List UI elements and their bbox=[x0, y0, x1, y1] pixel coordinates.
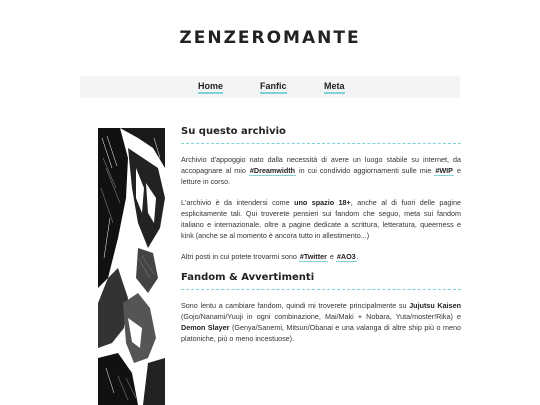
about-text: , anche al di fuori delle pagine esplicitamente tali. Qui troverete pensieri sui fandom che seguo, meta sui fandom italiano e internazionale, oltre a pagine dedicate a scrittura, letteratura, queerness e kink (anche se al momento è ancora tutto in allestimento...) bbox=[181, 198, 461, 240]
nav-fanfic-link[interactable]: Fanfic bbox=[260, 81, 287, 94]
main-content bbox=[181, 126, 461, 354]
jujutsu-kaisen-bold: Jujutsu Kaisen bbox=[409, 301, 461, 310]
adult-space-bold: uno spazio 18+ bbox=[294, 198, 351, 207]
about-text: Altri posti in cui potete trovarmi sono bbox=[181, 252, 299, 261]
fandom-text: (Genya/Sanemi, Mitsuri/Obanai e una valanga di altre ship più o meno platoniche, più o meno incestuose). bbox=[181, 323, 462, 343]
demon-slayer-bold: Demon Slayer bbox=[181, 323, 230, 332]
main-nav bbox=[80, 76, 460, 98]
about-text: e letture in corso. bbox=[181, 166, 462, 186]
about-heading: Su questo archivio bbox=[181, 126, 461, 144]
ao3-tag-link[interactable]: #AO3 bbox=[336, 252, 356, 261]
nav-meta-link[interactable]: Meta bbox=[324, 81, 345, 94]
about-text: Archivio d'appoggio nato dalla necessità di avere un luogo stabile su internet, da accopagnare al mio bbox=[181, 155, 461, 175]
dreamwidth-tag-link[interactable]: #Dreamwidth bbox=[249, 166, 296, 175]
fandom-text: Sono lentu a cambiare fandom, quindi mi troverete principalmente su bbox=[181, 301, 410, 310]
site-title[interactable]: ZENZEROMANTE bbox=[179, 28, 361, 48]
about-text: . bbox=[356, 252, 359, 261]
about-paragraph-1 bbox=[181, 154, 461, 187]
manga-art-icon bbox=[98, 128, 165, 405]
wip-tag-link[interactable]: #WIP bbox=[435, 166, 453, 175]
twitter-tag-link[interactable]: #Twitter bbox=[299, 252, 327, 261]
about-paragraph-2 bbox=[181, 197, 461, 241]
fandom-paragraph-1 bbox=[181, 300, 461, 344]
sidebar-manga-illustration bbox=[98, 128, 165, 405]
nav-home-link[interactable]: Home bbox=[198, 81, 223, 94]
about-text: in cui condivido aggiornamenti sulle mie bbox=[296, 166, 435, 175]
fandom-text: (Gojo/Nanami/Yuuji in ogni combinazione, Mai/Maki + Nobara, Yuta/moster!Rika) e bbox=[181, 312, 461, 321]
about-paragraph-3 bbox=[181, 251, 461, 262]
fandom-heading: Fandom & Avvertimenti bbox=[181, 272, 461, 290]
about-text: L'archivio è da intendersi come bbox=[181, 198, 295, 207]
about-text: e bbox=[327, 252, 336, 261]
